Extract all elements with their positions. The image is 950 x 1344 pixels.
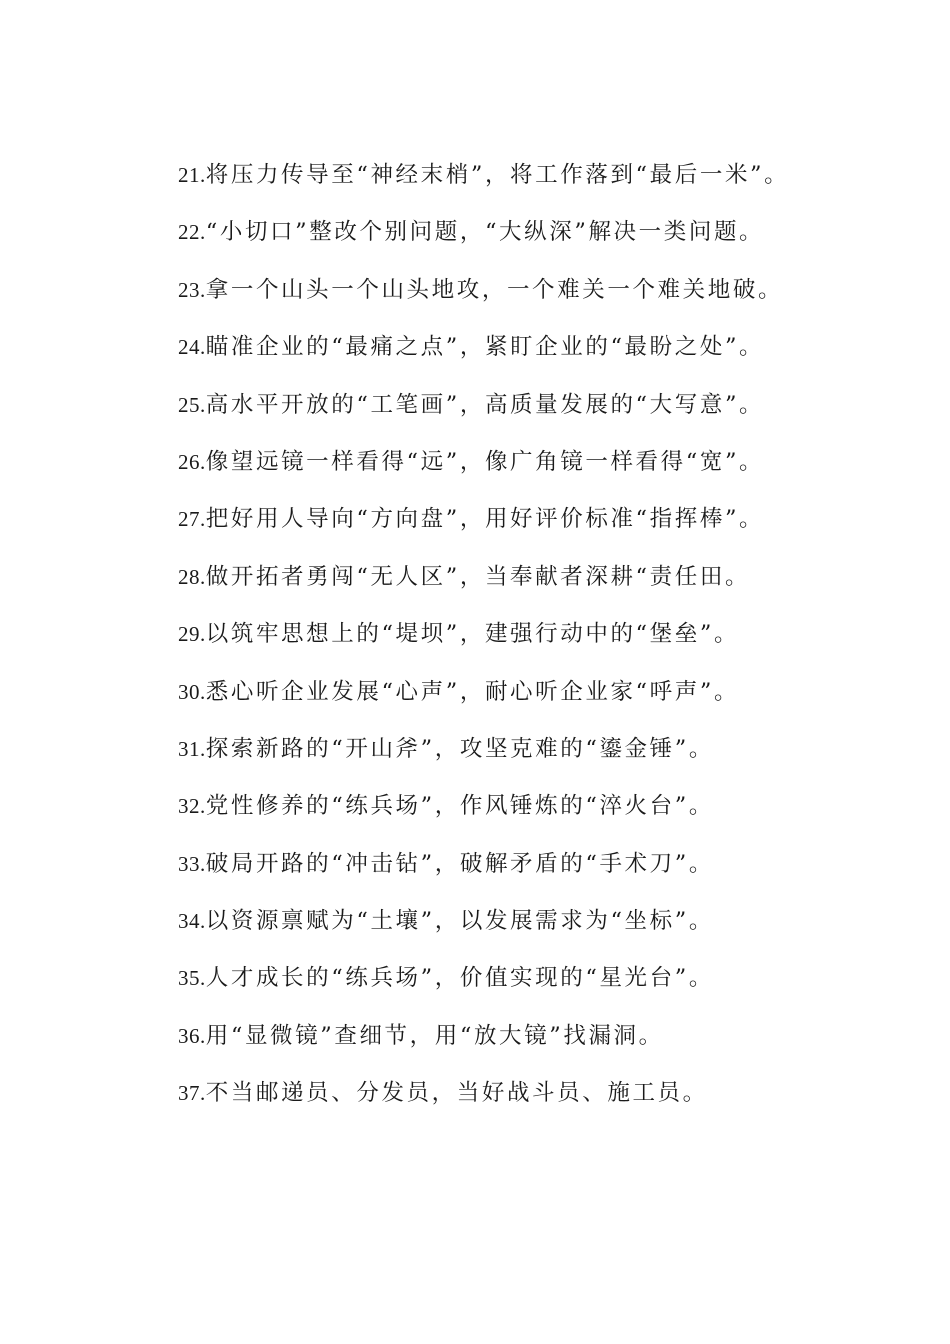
- item-text: 高水平开放的“工笔画”，高质量发展的“大写意”。: [205, 391, 765, 418]
- item-number: 36.: [178, 1023, 206, 1048]
- list-item: [178, 904, 898, 961]
- item-text: 瞄准企业的“最痛之点”，紧盯企业的“最盼之处”。: [205, 334, 765, 361]
- list-item: [178, 732, 898, 789]
- item-number: 22.: [178, 220, 206, 245]
- list-item: [178, 1076, 898, 1133]
- item-text: 用“显微镜”查细节，用“放大镜”找漏洞。: [205, 1022, 664, 1049]
- item-number: 28.: [178, 564, 206, 589]
- item-number: 25.: [178, 392, 206, 417]
- item-text: 以筑牢思想上的“堤坝”，建强行动中的“堡垒”。: [205, 621, 740, 648]
- item-number: 33.: [178, 851, 206, 876]
- item-text: 拿一个山头一个山头地攻，一个难关一个难关地破。: [205, 276, 784, 303]
- item-number: 24.: [178, 335, 206, 360]
- item-text: 不当邮递员、分发员，当好战斗员、施工员。: [205, 1080, 708, 1107]
- item-number: 23.: [178, 277, 206, 302]
- list-item: [178, 617, 898, 674]
- item-number: 35.: [178, 966, 206, 991]
- item-number: 21.: [178, 163, 206, 187]
- item-number: 34.: [178, 909, 206, 934]
- list-item: [178, 675, 898, 732]
- item-text: 悉心听企业发展“心声”，耐心听企业家“呼声”。: [205, 678, 740, 705]
- item-text: 把好用人导向“方向盘”，用好评价标准“指挥棒”。: [205, 506, 765, 533]
- item-text: 探索新路的“开山斧”，攻坚克难的“鎏金锤”。: [205, 735, 714, 762]
- list-item: [178, 158, 898, 215]
- list-item: [178, 847, 898, 904]
- item-text: “小切口”整改个别问题，“大纵深”解决一类问题。: [205, 219, 765, 246]
- list-item: [178, 215, 898, 272]
- item-number: 29.: [178, 622, 206, 647]
- list-item: [178, 560, 898, 617]
- phrase-list: [178, 158, 898, 1134]
- list-item: [178, 445, 898, 502]
- item-text: 党性修养的“练兵场”，作风锤炼的“淬火台”。: [205, 793, 714, 820]
- item-text: 破局开路的“冲击钻”，破解矛盾的“手术刀”。: [205, 850, 714, 877]
- list-item: [178, 388, 898, 445]
- item-number: 37.: [178, 1081, 206, 1106]
- list-item: [178, 273, 898, 330]
- list-item: [178, 1019, 898, 1076]
- list-item: [178, 502, 898, 559]
- list-item: [178, 330, 898, 387]
- item-text: 像望远镜一样看得“远”，像广角镜一样看得“宽”。: [205, 448, 765, 475]
- item-number: 27.: [178, 507, 206, 532]
- item-number: 32.: [178, 794, 206, 819]
- item-text: 将压力传导至“神经末梢”，将工作落到“最后一米”。: [205, 162, 790, 188]
- item-number: 31.: [178, 736, 206, 761]
- list-item: [178, 961, 898, 1018]
- item-text: 做开拓者勇闯“无人区”，当奉献者深耕“责任田。: [205, 563, 751, 590]
- item-number: 30.: [178, 679, 206, 704]
- item-text: 以资源禀赋为“土壤”，以发展需求为“坐标”。: [205, 908, 714, 935]
- item-number: 26.: [178, 449, 206, 474]
- list-item: [178, 789, 898, 846]
- item-text: 人才成长的“练兵场”，价值实现的“星光台”。: [205, 965, 714, 992]
